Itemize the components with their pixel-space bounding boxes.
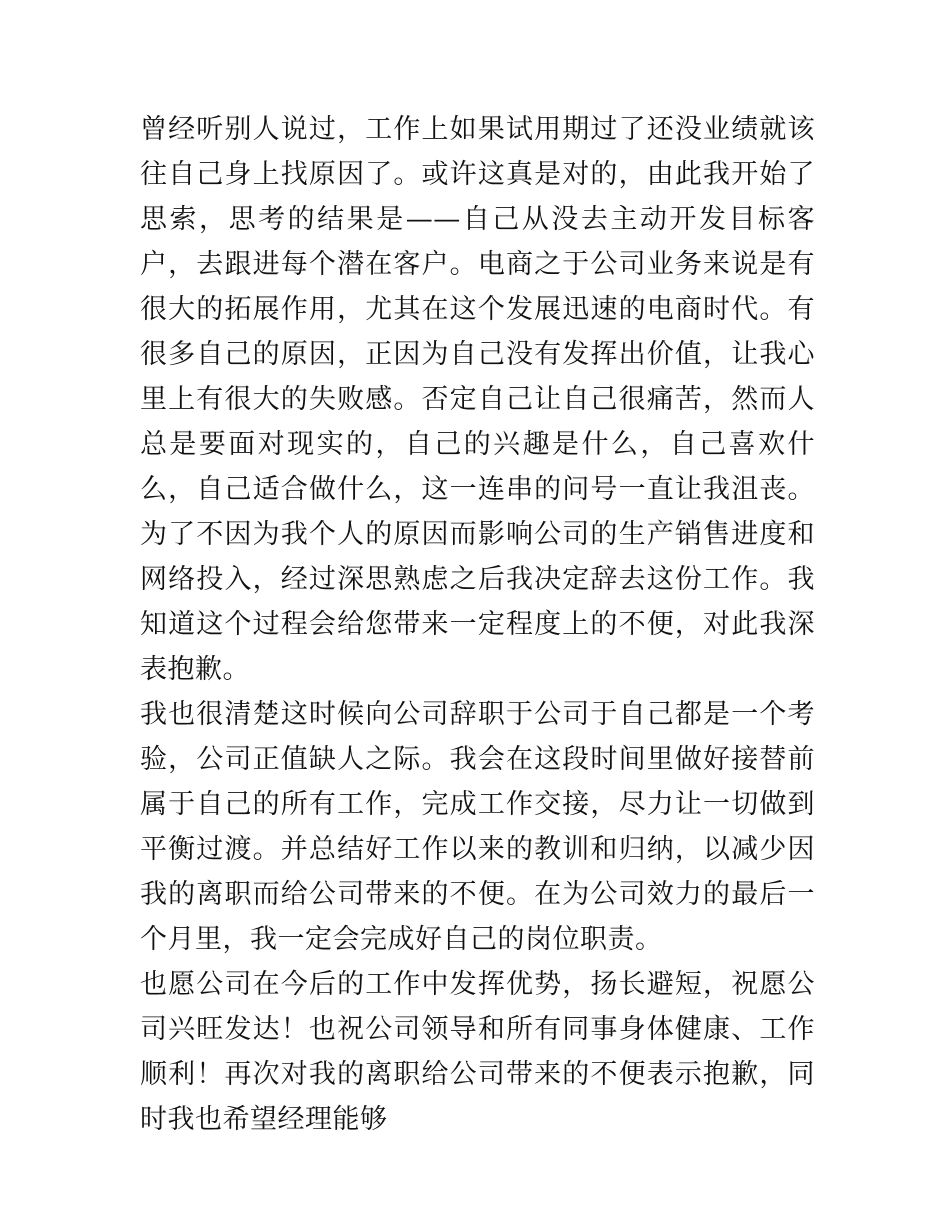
paragraph-2: 我也很清楚这时候向公司辞职于公司于自己都是一个考验，公司正值缺人之际。我会在这段时间里做好接替前属于自己的所有工作，完成工作交接，尽力让一切做到平衡过渡。并总结好工作以来的教训和归纳，以减少因我的离职而给公司带来的不便。在为公司效力的最后一个月里，我一定会完成好自己的岗位职责。 [140, 699, 815, 955]
paragraph-1: 曾经听别人说过，工作上如果试用期过了还没业绩就该往自己身上找原因了。或许这真是对的，由此我开始了思索，思考的结果是——自己从没去主动开发目标客户，去跟进每个潜在客户。电商之于公司业务来说是有很大的拓展作用，尤其在这个发展迅速的电商时代。有很多自己的原因，正因为自己没有发挥出价值，让我心里上有很大的失败感。否定自己让自己很痛苦，然而人总是要面对现实的，自己的兴趣是什么，自己喜欢什么，自己适合做什么，这一连串的问号一直让我沮丧。为了不因为我个人的原因而影响公司的生产销售进度和网络投入，经过深思熟虑之后我决定辞去这份工作。我知道这个过程会给您带来一定程度上的不便，对此我深表抱歉。 [140, 114, 815, 685]
document-body [140, 107, 815, 1142]
paragraph-3: 也愿公司在今后的工作中发挥优势，扬长避短，祝愿公司兴旺发达！也祝公司领导和所有同事身体健康、工作顺利！再次对我的离职给公司带来的不便表示抱歉，同时我也希望经理能够 [140, 969, 815, 1135]
